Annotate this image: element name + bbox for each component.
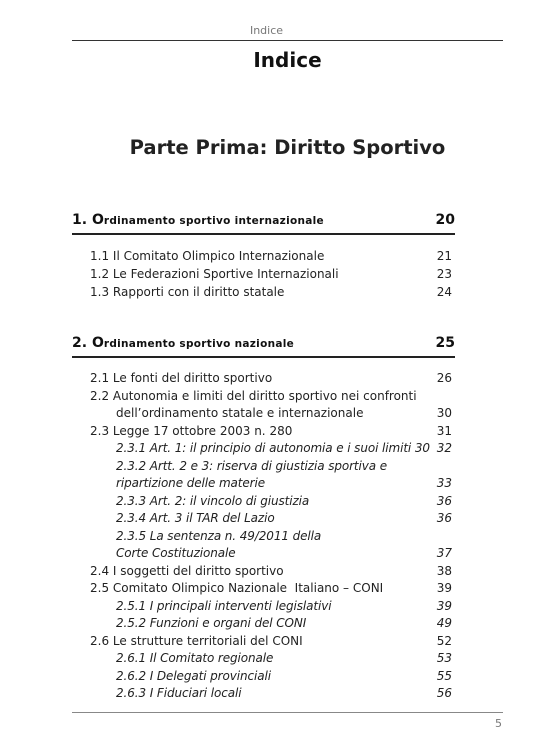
chapter-rule (72, 233, 455, 235)
toc-entry-page: 36 (436, 494, 452, 508)
toc-entry-label: 2.6 Le strutture territoriali del CONI (90, 634, 303, 648)
toc-entry-label: 2.2 Autonomia e limiti del diritto sportivo nei confronti (90, 389, 417, 403)
toc-subentry[interactable] (116, 510, 452, 527)
toc-entry-label: 2.3 Legge 17 ottobre 2003 n. 280 (90, 424, 293, 438)
toc-entry-label: 2.3.1 Art. 1: il principio di autonomia e i suoi limiti 30 (116, 441, 430, 455)
toc-entry-page: 37 (436, 546, 452, 560)
chapter-page-number: 25 (435, 335, 455, 351)
toc-entry-label: 2.6.2 I Delegati provinciali (116, 669, 271, 683)
toc-subentry-continuation[interactable] (116, 545, 452, 562)
toc-subentry[interactable] (116, 598, 452, 615)
toc-entry-label: 2.4 I soggetti del diritto sportivo (90, 564, 284, 578)
header-rule (72, 40, 503, 41)
running-header: Indice (249, 24, 284, 37)
chapter-page-number: 20 (435, 212, 455, 228)
toc-entry-page: 53 (436, 651, 452, 665)
page-number: 5 (495, 717, 502, 730)
toc-entry-page: 23 (436, 267, 452, 281)
toc-entry-page: 24 (436, 285, 452, 299)
toc-subentry[interactable] (116, 440, 452, 457)
toc-entry-label: 2.6.3 I Fiduciari locali (116, 686, 242, 700)
toc-entry-page: 36 (436, 511, 452, 525)
toc-entry-page: 52 (436, 634, 452, 648)
toc-entry[interactable] (90, 248, 452, 265)
toc-entry-label: 2.5.1 I principali interventi legislativi (116, 599, 332, 613)
toc-entry-label: 2.3.2 Artt. 2 e 3: riserva di giustizia sportiva e (116, 459, 388, 473)
chapter-heading-1[interactable] (72, 212, 455, 234)
toc-entry-label: 1.3 Rapporti con il diritto statale (90, 285, 285, 299)
toc-entry-label: Corte Costituzionale (116, 546, 236, 560)
toc-entry-page: 39 (436, 581, 452, 595)
toc-entry-page: 32 (436, 441, 452, 455)
toc-entry-page: 33 (436, 476, 452, 490)
toc-entry-label: 1.1 Il Comitato Olimpico Internazionale (90, 249, 325, 263)
toc-entry-label: dell’ordinamento statale e internazionale (116, 406, 364, 420)
toc-entry-page: 26 (436, 371, 452, 385)
toc-entry-page: 55 (436, 669, 452, 683)
toc-subentry[interactable] (116, 528, 452, 545)
toc-entry-label: 2.5.2 Funzioni e organi del CONI (116, 616, 307, 630)
toc-entry-page: 49 (436, 616, 452, 630)
chapter-heading-2[interactable] (72, 335, 455, 357)
toc-entry-label: 2.3.3 Art. 2: il vincolo di giustizia (116, 494, 310, 508)
toc-entry[interactable] (90, 633, 452, 650)
toc-entry-label: ripartizione delle materie (116, 476, 266, 490)
toc-entry[interactable] (90, 266, 452, 283)
toc-subentry[interactable] (116, 668, 452, 685)
toc-subentry[interactable] (116, 615, 452, 632)
toc-subentry[interactable] (116, 493, 452, 510)
toc-subentry[interactable] (116, 650, 452, 667)
toc-entry-page: 39 (436, 599, 452, 613)
page-title: Indice (253, 48, 322, 72)
chapter-title: 1. Ordinamento sportivo internazionale (72, 212, 324, 228)
toc-entry-page: 21 (436, 249, 452, 263)
toc-entry[interactable] (90, 423, 452, 440)
toc-entry-page: 56 (436, 686, 452, 700)
toc-entry-page: 31 (436, 424, 452, 438)
chapter-title: 2. Ordinamento sportivo nazionale (72, 335, 295, 351)
toc-entry-label: 2.5 Comitato Olimpico Nazionale Italiano – CONI (90, 581, 384, 595)
toc-entry[interactable] (90, 370, 452, 387)
toc-entry[interactable] (90, 388, 452, 405)
part-title: Parte Prima: Diritto Sportivo (129, 136, 446, 159)
toc-entry[interactable] (90, 580, 452, 597)
toc-entry-continuation[interactable] (116, 405, 452, 422)
toc-entry-label: 1.2 Le Federazioni Sportive Internazionali (90, 267, 339, 281)
toc-entry-page: 30 (436, 406, 452, 420)
footer-rule (72, 712, 503, 713)
chapter-rule (72, 356, 455, 358)
toc-entry-label: 2.1 Le fonti del diritto sportivo (90, 371, 273, 385)
toc-entry[interactable] (90, 284, 452, 301)
toc-subentry[interactable] (116, 458, 452, 475)
toc-subentry[interactable] (116, 685, 452, 702)
toc-entry-label: 2.3.5 La sentenza n. 49/2011 della (116, 529, 322, 543)
toc-entry-page: 38 (436, 564, 452, 578)
toc-entry-label: 2.3.4 Art. 3 il TAR del Lazio (116, 511, 275, 525)
toc-subentry-continuation[interactable] (116, 475, 452, 492)
toc-entry[interactable] (90, 563, 452, 580)
toc-entry-label: 2.6.1 Il Comitato regionale (116, 651, 274, 665)
